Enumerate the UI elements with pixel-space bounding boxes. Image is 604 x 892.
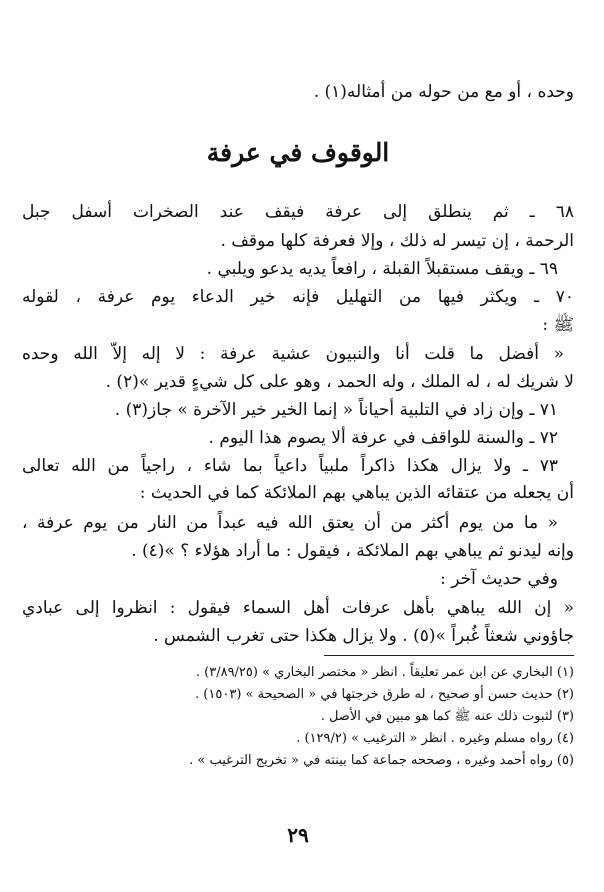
- body-line: لا شريك له ، له الملك ، وله الحمد ، وهو على كل شيءٍ قدير »(٢) .: [105, 372, 574, 392]
- footnote-divider: [324, 655, 574, 656]
- body-line: ٧٠ ـ ويكثر فيها من التهليل فإنه خير الدعاء يوم عرفة ، لقوله: [22, 287, 574, 307]
- body-line: « ما من يوم أكثر من أن يعتق الله فيه عبداً من النار من يوم عرفة ،: [22, 513, 558, 533]
- footnote: (٥) رواه أحمد وغيره ، وصححه جماعة كما بينته في « تخريج الترغيب » .: [189, 753, 574, 768]
- body-line: الرحمة ، إن تيسر له ذلك ، وإلا فعرفة كلها موقف .: [220, 231, 574, 251]
- footnote: (٣) لثبوت ذلك عنه ﷺ كما هو مبين في الأصل .: [320, 709, 574, 724]
- book-page: [22, 0, 574, 892]
- footnote: (٢) حديث حسن أو صحيح ، له طرق خرجتها في « الصحيحة » (١٥٠٣) .: [195, 687, 574, 702]
- body-line: أن يجعله من عتقائه الذين يباهي بهم الملائكة كما في الحديث :: [139, 483, 574, 503]
- body-line: ٦٩ ـ ويقف مستقبلاً القبلة ، رافعاً يديه يدعو ويلبي .: [206, 259, 558, 279]
- page-number: ٢٩: [287, 823, 309, 847]
- body-line: ٧١ ـ وإن زاد في التلبية أحياناً « إنما الخير خير الآخرة » جاز(٣) .: [114, 400, 558, 420]
- section-title: الوقوف في عرفة: [206, 138, 390, 167]
- continuation-line: وحده ، أو مع من حوله من أمثاله(١) .: [313, 82, 574, 102]
- body-line: وفي حديث آخر :: [440, 569, 558, 589]
- body-line: ٦٨ ـ ثم ينطلق إلى عرفة فيقف عند الصخرات أسفل جبل: [22, 202, 574, 222]
- body-line: جاؤوني شعثاً غُبراً »(٥) . ولا يزال هكذا حتى تغرب الشمس .: [153, 626, 574, 646]
- body-line: ﷺ :: [542, 315, 574, 335]
- body-line: « إن الله يباهي بأهل عرفات أهل السماء فيقول : انظروا إلى عبادي: [22, 598, 574, 618]
- body-line: « أفضل ما قلت أنا والنبيون عشية عرفة : لا إله إلاّ الله وحده: [22, 344, 564, 364]
- footnote: (١) البخاري عن ابن عمر تعليقاً . انظر « مختصر البخاري » (٣/٨٩/٢٥) .: [195, 665, 574, 680]
- body-line: ٧٢ ـ والسنة للواقف في عرفة ألا يصوم هذا اليوم .: [208, 428, 558, 448]
- footnote: (٤) رواه مسلم وغيره . انظر « الترغيب » (١٢٩/٢) .: [296, 731, 574, 746]
- body-line: ٧٣ ـ ولا يزال هكذا ذاكراً ملبياً داعياً بما شاء ، راجياً من الله تعالى: [22, 456, 558, 476]
- body-line: وإنه ليدنو ثم يباهي بهم الملائكة ، فيقول : ما أراد هؤلاء ؟ »(٤) .: [131, 541, 574, 561]
